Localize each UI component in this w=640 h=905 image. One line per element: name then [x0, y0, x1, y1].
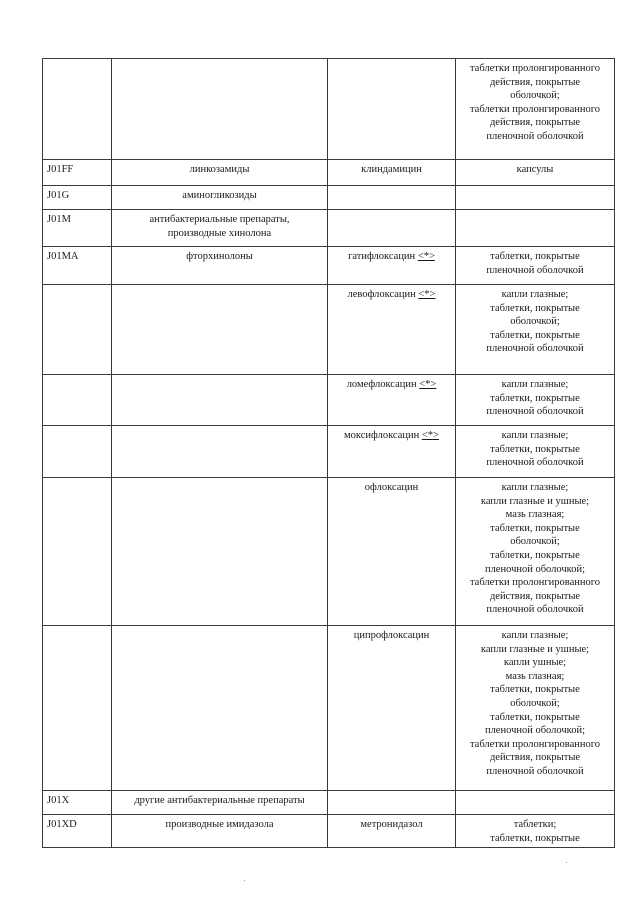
dosage-form-line: таблетки, покрытые: [490, 832, 580, 844]
group-name-line: производные имидазола: [165, 819, 274, 830]
atc-code-cell: [43, 186, 112, 210]
atc-code: J01X: [47, 795, 70, 806]
dosage-form-line: капсулы: [516, 164, 554, 175]
drug-name-cell: [328, 247, 456, 285]
atc-code: J01MA: [47, 251, 79, 262]
dosage-form-line: пленочной оболочкой: [486, 130, 584, 142]
group-name-line: другие антибактериальные препараты: [134, 795, 305, 806]
dosage-form-line: капли ушные;: [503, 657, 567, 669]
drug-name: метронидазол: [360, 819, 423, 830]
pharmacological-group-cell: [112, 426, 328, 478]
dosage-form-line: таблетки, покрытые: [490, 522, 580, 534]
table-row: [43, 247, 615, 285]
dosage-form-cell: [456, 210, 615, 247]
atc-code: J01XD: [47, 819, 77, 830]
pharmacological-group-cell: [112, 626, 328, 791]
dosage-form-line: таблетки, покрытые: [490, 684, 580, 696]
table-row: [43, 160, 615, 186]
table-row: [43, 626, 615, 791]
dosage-form-line: таблетки, покрытые: [490, 329, 580, 341]
dosage-form-cell: [456, 375, 615, 426]
dosage-form-line: оболочкой;: [510, 536, 560, 548]
pharmacological-group-cell: [112, 247, 328, 285]
dosage-form-line: таблетки пролонгированного: [469, 577, 601, 589]
dosage-form-cell: [456, 285, 615, 375]
dosage-form-cell: [456, 59, 615, 160]
drug-name: ципрофлоксацин: [353, 630, 430, 641]
atc-code-cell: [43, 210, 112, 247]
scan-speck: [566, 862, 567, 863]
table-body: [43, 59, 615, 848]
pharmacological-group-cell: [112, 478, 328, 626]
group-name-line: фторхинолоны: [186, 251, 253, 262]
drug-name: офлоксацин: [364, 482, 419, 493]
atc-code: J01G: [47, 190, 70, 201]
drug-name: гатифлоксацин: [348, 251, 416, 262]
dosage-form-line: пленочной оболочкой: [486, 343, 584, 355]
dosage-form-cell: [456, 160, 615, 186]
atc-code-cell: [43, 815, 112, 848]
dosage-form-line: действия, покрытые: [489, 117, 581, 129]
pharmacological-group-cell: [112, 791, 328, 815]
dosage-form-line: пленочной оболочкой: [486, 604, 584, 616]
group-name-line: линкозамиды: [189, 164, 250, 175]
table-row: [43, 791, 615, 815]
dosage-form-line: капли глазные и ушные;: [480, 495, 590, 507]
dosage-form-line: капли глазные;: [501, 430, 569, 441]
dosage-form-line: таблетки;: [513, 819, 557, 830]
dosage-form-line: капли глазные;: [501, 379, 569, 390]
drug-name-cell: [328, 160, 456, 186]
dosage-form-line: оболочкой;: [510, 697, 560, 709]
atc-code-cell: [43, 426, 112, 478]
scan-speck: [244, 880, 245, 881]
table-row: [43, 59, 615, 160]
drug-name: моксифлоксацин: [344, 430, 420, 441]
drug-name: левофлоксацин: [347, 289, 416, 300]
table-row: [43, 426, 615, 478]
drug-name-cell: [328, 285, 456, 375]
pharmacological-group-cell: [112, 375, 328, 426]
dosage-form-line: таблетки пролонгированного: [469, 103, 601, 115]
dosage-form-line: оболочкой;: [510, 90, 560, 102]
drug-name-cell: [328, 626, 456, 791]
dosage-form-line: пленочной оболочкой;: [484, 563, 586, 575]
atc-code: J01FF: [47, 164, 74, 175]
dosage-form-line: капли глазные;: [501, 289, 569, 300]
drug-name-cell: [328, 186, 456, 210]
dosage-form-cell: [456, 186, 615, 210]
footnote-link[interactable]: <*>: [417, 251, 435, 262]
dosage-form-line: таблетки, покрытые: [490, 251, 580, 262]
dosage-form-line: капли глазные;: [501, 482, 569, 493]
dosage-form-cell: [456, 791, 615, 815]
drug-name-cell: [328, 375, 456, 426]
dosage-form-line: действия, покрытые: [489, 76, 581, 88]
atc-code: J01M: [47, 214, 71, 225]
dosage-form-line: таблетки, покрытые: [490, 302, 580, 314]
dosage-form-line: мазь глазная;: [505, 509, 565, 521]
drug-name-cell: [328, 59, 456, 160]
table-row: [43, 815, 615, 848]
group-name-line: антибактериальные препараты,: [149, 214, 290, 225]
dosage-form-cell: [456, 426, 615, 478]
footnote-link[interactable]: <*>: [419, 379, 437, 390]
atc-code-cell: [43, 247, 112, 285]
drug-classification-table: [42, 58, 615, 848]
atc-code-cell: [43, 375, 112, 426]
pharmacological-group-cell: [112, 210, 328, 247]
dosage-form-line: таблетки пролонгированного: [469, 738, 601, 750]
pharmacological-group-cell: [112, 186, 328, 210]
dosage-form-line: таблетки, покрытые: [490, 392, 580, 404]
dosage-form-line: таблетки, покрытые: [490, 549, 580, 561]
footnote-link[interactable]: <*>: [421, 430, 439, 441]
atc-code-cell: [43, 791, 112, 815]
drug-name-cell: [328, 791, 456, 815]
dosage-form-line: действия, покрытые: [489, 752, 581, 764]
dosage-form-line: таблетки пролонгированного: [469, 63, 601, 74]
group-name-line: производные хинолона: [167, 227, 272, 239]
group-name-line: аминогликозиды: [182, 190, 257, 201]
dosage-form-line: пленочной оболочкой: [486, 765, 584, 777]
drug-name: клиндамицин: [361, 164, 422, 175]
drug-name-cell: [328, 210, 456, 247]
table-row: [43, 210, 615, 247]
drug-name-cell: [328, 426, 456, 478]
pharmacological-group-cell: [112, 59, 328, 160]
pharmacological-group-cell: [112, 815, 328, 848]
atc-code-cell: [43, 626, 112, 791]
dosage-form-cell: [456, 247, 615, 285]
table-row: [43, 375, 615, 426]
dosage-form-line: пленочной оболочкой: [486, 406, 584, 418]
drug-name: ломефлоксацин: [346, 379, 417, 390]
drug-name-cell: [328, 815, 456, 848]
table-row: [43, 186, 615, 210]
dosage-form-line: таблетки, покрытые: [490, 711, 580, 723]
dosage-form-line: таблетки, покрытые: [490, 443, 580, 455]
dosage-form-line: пленочной оболочкой: [486, 264, 584, 276]
atc-code-cell: [43, 160, 112, 186]
dosage-form-line: пленочной оболочкой: [486, 457, 584, 469]
dosage-form-line: мазь глазная;: [505, 670, 565, 682]
dosage-form-line: капли глазные;: [501, 630, 569, 641]
atc-code-cell: [43, 59, 112, 160]
dosage-form-line: оболочкой;: [510, 316, 560, 328]
dosage-form-line: пленочной оболочкой;: [484, 725, 586, 737]
dosage-form-line: действия, покрытые: [489, 590, 581, 602]
footnote-link[interactable]: <*>: [418, 289, 436, 300]
dosage-form-cell: [456, 815, 615, 848]
drug-name-cell: [328, 478, 456, 626]
dosage-form-cell: [456, 626, 615, 791]
dosage-form-cell: [456, 478, 615, 626]
pharmacological-group-cell: [112, 160, 328, 186]
table-row: [43, 285, 615, 375]
table-row: [43, 478, 615, 626]
atc-code-cell: [43, 285, 112, 375]
atc-code-cell: [43, 478, 112, 626]
pharmacological-group-cell: [112, 285, 328, 375]
dosage-form-line: капли глазные и ушные;: [480, 643, 590, 655]
